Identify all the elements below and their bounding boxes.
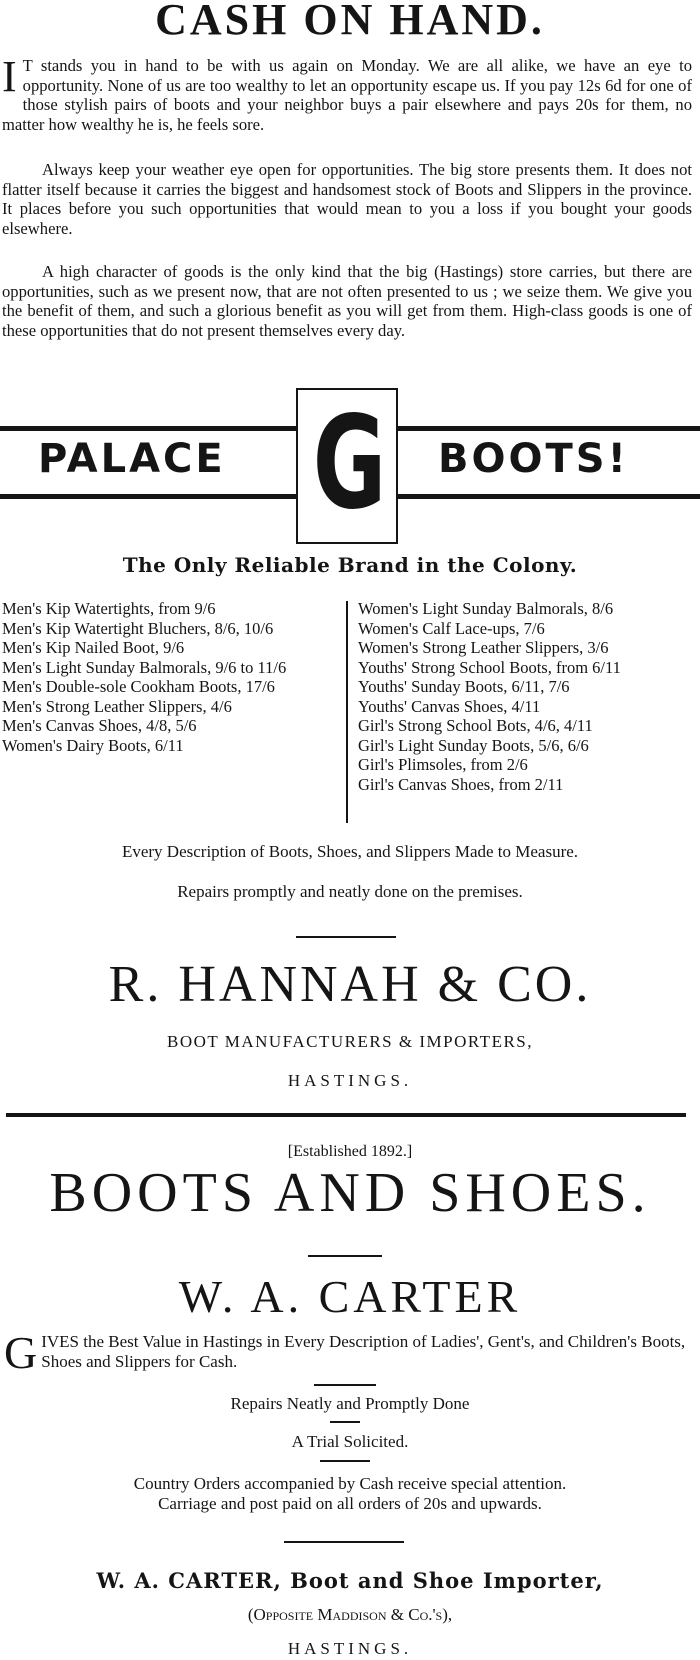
price-item: Girl's Canvas Shoes, from 2/11 [358, 774, 564, 794]
cash-dropcap: I [2, 52, 17, 101]
price-item: Women's Calf Lace-ups, 7/6 [358, 618, 545, 638]
list-divider [346, 601, 348, 823]
g-logo-letter: G [312, 389, 387, 538]
made-to-measure-line: Every Description of Boots, Shoes, and Slippers Made to Measure. [121, 842, 579, 861]
cash-paragraph-1 [2, 52, 692, 134]
boots-word: BOOTS! [438, 436, 629, 482]
cash-paragraph-2-text: Always keep your weather eye open for opportunities. The big store presents them. It does not flatter itself because it carries the biggest and handsomest stock of Boots and Slippers in the province. It places before you such opportunities that would mean to you a loss if you bought your goods elsewhere. [2, 160, 692, 238]
hannah-town: HASTINGS. [287, 1071, 413, 1090]
cash-paragraph-2 [2, 160, 692, 238]
cash-paragraph-3 [2, 262, 692, 340]
price-item: Youths' Sunday Boots, 6/11, 7/6 [358, 677, 570, 696]
established-line: [Established 1892.] [287, 1143, 413, 1160]
price-item: Youths' Canvas Shoes, 4/11 [358, 696, 541, 716]
divider-short [320, 1460, 370, 1462]
price-item: Women's Dairy Boots, 6/11 [2, 735, 184, 755]
carter-footer-title: W. A. CARTER, Boot and Shoe Importer, [96, 1568, 604, 1593]
price-item: Men's Kip Nailed Boot, 9/6 [2, 638, 185, 657]
price-item: Girl's Light Sunday Boots, 5/6, 6/6 [358, 735, 589, 755]
section-divider [6, 1113, 686, 1117]
mens-price-list [2, 599, 338, 755]
divider-short [308, 1255, 382, 1257]
palace-word: PALACE [38, 436, 226, 482]
divider-short [330, 1421, 360, 1423]
divider-short [314, 1384, 376, 1386]
divider-short [284, 1541, 404, 1543]
carter-gives-paragraph [4, 1327, 694, 1378]
cash-heading: CASH ON HAND. [155, 0, 545, 44]
price-item: Men's Light Sunday Balmorals, 9/6 to 11/6 [2, 657, 287, 677]
country-orders-line: Country Orders accompanied by Cash receive special attention. [133, 1474, 567, 1493]
womens-price-list [358, 599, 694, 794]
price-item: Youths' Strong School Boots, from 6/11 [358, 657, 621, 677]
carter-name: W. A. CARTER [178, 1271, 522, 1322]
price-item: Men's Double-sole Cookham Boots, 17/6 [2, 677, 275, 696]
cash-paragraph-3-text: A high character of goods is the only kind that the big (Hastings) store carries, but there are opportunities, such as we present now, that are not often presented to us ; we seize them. We give you the benefit of them, and such a glorious benefit as you will get from them. High-class goods is one of these opportunities that do not present themselves every day. [2, 262, 692, 340]
price-item: Girl's Plimsoles, from 2/6 [358, 755, 528, 774]
palace-repairs-line: Repairs promptly and neatly done on the premises. [177, 882, 523, 901]
hannah-subtitle: BOOT MANUFACTURERS & IMPORTERS, [166, 1032, 533, 1051]
price-item: Men's Kip Watertight Bluchers, 8/6, 10/6 [2, 618, 274, 638]
carter-town: HASTINGS. [287, 1639, 413, 1658]
price-item: Men's Kip Watertights, from 9/6 [2, 599, 216, 618]
carter-dropcap: G [4, 1327, 38, 1378]
price-item: Women's Light Sunday Balmorals, 8/6 [358, 599, 614, 618]
price-item: Men's Strong Leather Slippers, 4/6 [2, 696, 232, 716]
carter-repairs-line: Repairs Neatly and Promptly Done [230, 1394, 470, 1413]
cash-paragraph-1-text: T stands you in hand to be with us again on Monday. We are all alike, we have an eye to opportunity. None of us are too wealthy to let an opportunity escape us. If you pay 12s 6d for one of those stylish pairs of boots and your neighbor buys a pair elsewhere and pays 20s for them, no matter how wealthy he is, he feels sore. [2, 56, 692, 134]
g-logo-box [296, 388, 398, 544]
price-item: Men's Canvas Shoes, 4/8, 5/6 [2, 716, 197, 735]
price-item: Women's Strong Leather Slippers, 3/6 [358, 638, 609, 657]
trial-solicited-line: A Trial Solicited. [291, 1432, 409, 1451]
palace-slogan: The Only Reliable Brand in the Colony. [122, 553, 578, 577]
carriage-line: Carriage and post paid on all orders of 20s and upwards. [158, 1494, 542, 1513]
carter-address: (Opposite Maddison & Co.'s), [247, 1605, 453, 1624]
hannah-company-name: R. HANNAH & CO. [108, 956, 592, 1013]
divider-short [296, 936, 396, 938]
price-item: Girl's Strong School Bots, 4/6, 4/11 [358, 716, 593, 735]
carter-gives-text: IVES the Best Value in Hastings in Every Description of Ladies', Gent's, and Children's Boots, Shoes and Slippers for Cash. [41, 1332, 686, 1371]
boots-and-shoes-heading: BOOTS AND SHOES. [49, 1162, 651, 1224]
